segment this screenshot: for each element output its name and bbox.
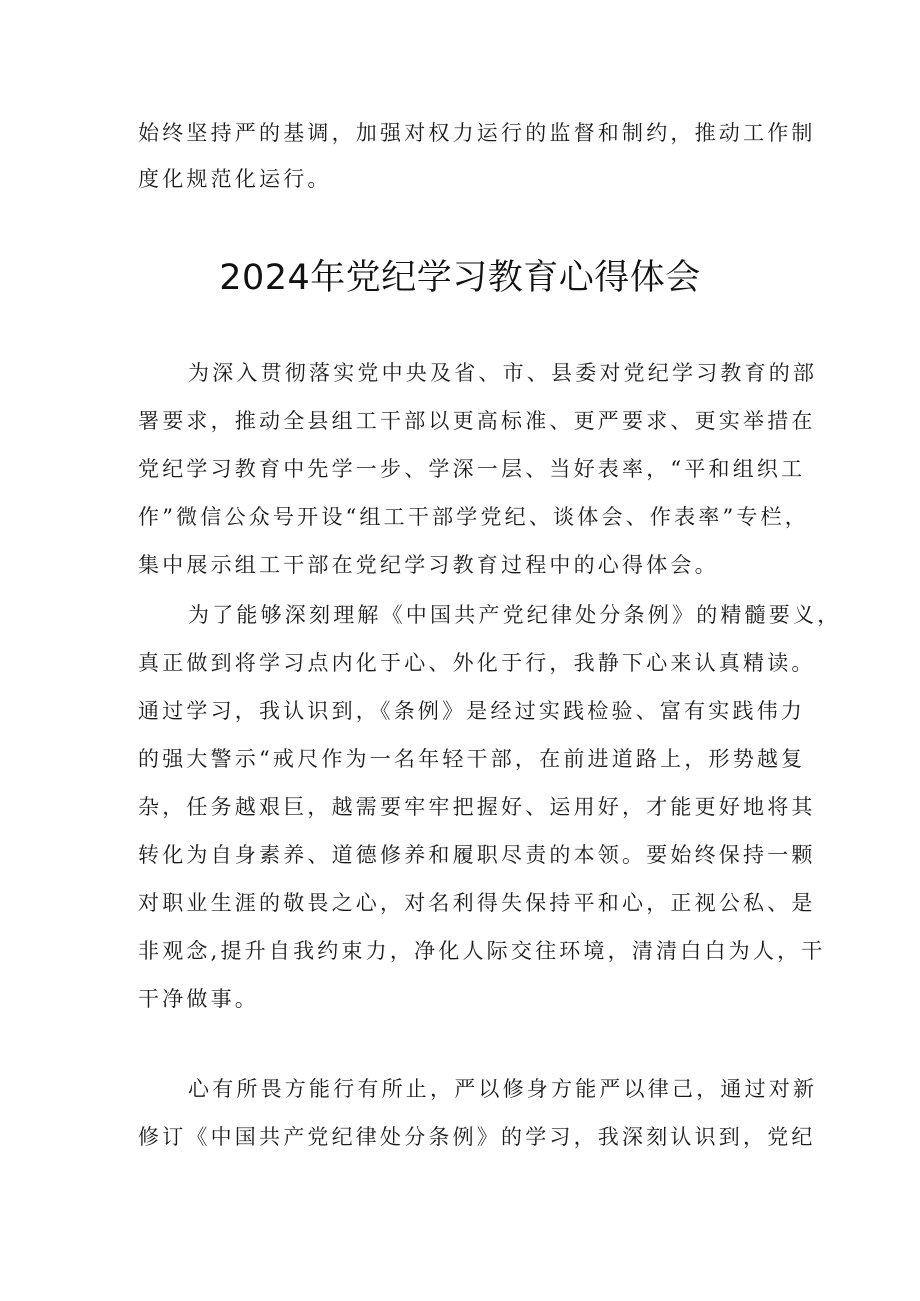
paragraph-1-line-4: 作”微信公众号开设“组工干部学党纪、谈体会、作表率”专栏，	[138, 505, 810, 529]
paragraph-2-line-4: 的强大警示“戒尺作为一名年轻干部，在前进道路上，形势越复	[138, 747, 806, 771]
paragraph-2-line-7: 对职业生涯的敬畏之心，对名利得失保持平和心，正视公私、是	[138, 891, 816, 915]
paragraph-2-line-6: 转化为自身素养、道德修养和履职尽责的本领。要始终保持一颗	[138, 843, 816, 867]
paragraph-2-line-9: 干净做事。	[138, 987, 259, 1011]
paragraph-2-line-2: 真正做到将学习点内化于心、外化于行，我静下心来认真精读。	[138, 651, 816, 675]
intro-line-2: 度化规范化运行。	[138, 167, 332, 191]
paragraph-2-line-3: 通过学习，我认识到，《条例》是经过实践检验、富有实践伟力	[138, 699, 806, 723]
intro-line-1: 始终坚持严的基调，加强对权力运行的监督和制约，推动工作制	[138, 121, 816, 145]
paragraph-2-line-5: 杂，任务越艰巨，越需要牢牢把握好、运用好，才能更好地将其	[138, 795, 816, 819]
paragraph-1-line-3: 党纪学习教育中先学一步、学深一层、当好表率，“平和组织工	[138, 457, 806, 481]
article-title: 2024年党纪学习教育心得体会	[219, 258, 701, 298]
paragraph-2-line-1: 为了能够深刻理解《中国共产党纪律处分条例》的精髓要义，	[188, 603, 842, 627]
paragraph-2-line-8: 非观念,提升自我约束力，净化人际交往环境，清清白白为人，干	[138, 939, 826, 963]
paragraph-1-line-2: 署要求，推动全县组工干部以更高标准、更严要求、更实举措在	[138, 409, 816, 433]
paragraph-3-line-2: 修订《中国共产党纪律处分条例》的学习，我深刻认识到，党纪	[138, 1125, 816, 1149]
paragraph-1-line-5: 集中展示组工干部在党纪学习教育过程中的心得体会。	[138, 553, 719, 577]
paragraph-1-line-1: 为深入贯彻落实党中央及省、市、县委对党纪学习教育的部	[188, 361, 818, 385]
paragraph-3-line-1: 心有所畏方能行有所止，严以修身方能严以律己，通过对新	[188, 1077, 818, 1101]
